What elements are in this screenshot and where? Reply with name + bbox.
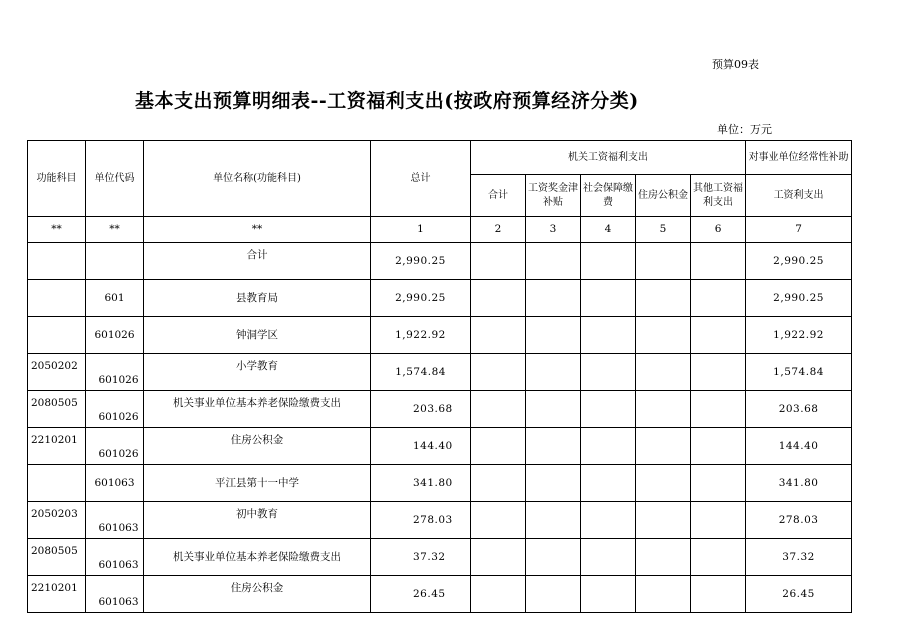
index-cell: **	[144, 217, 371, 243]
table-row	[28, 317, 852, 354]
empty-cell	[581, 280, 636, 317]
func-code-cell	[28, 243, 86, 280]
header-sub-total: 合计	[471, 175, 526, 217]
subsidy-cell: 1,574.84	[746, 354, 852, 391]
empty-cell	[526, 243, 581, 280]
unit-name-cell: 住房公积金	[144, 428, 371, 465]
header-func-code: 功能科目	[28, 141, 86, 217]
empty-cell	[526, 391, 581, 428]
subsidy-cell: 203.68	[746, 391, 852, 428]
total-cell: 203.68	[371, 391, 471, 428]
header-group-agency: 机关工资福利支出	[471, 141, 746, 175]
empty-cell	[691, 391, 746, 428]
unit-code-cell	[86, 243, 144, 280]
total-cell: 26.45	[371, 576, 471, 613]
index-cell: 7	[746, 217, 852, 243]
unit-name-cell: 初中教育	[144, 502, 371, 539]
total-cell: 341.80	[371, 465, 471, 502]
empty-cell	[581, 502, 636, 539]
index-cell: 6	[691, 217, 746, 243]
func-code-cell: 2210201	[28, 428, 86, 465]
empty-cell	[471, 465, 526, 502]
empty-cell	[691, 465, 746, 502]
empty-cell	[526, 539, 581, 576]
empty-cell	[471, 280, 526, 317]
unit-label: 单位：万元	[717, 123, 772, 136]
empty-cell	[471, 539, 526, 576]
empty-cell	[471, 317, 526, 354]
subsidy-cell: 278.03	[746, 502, 852, 539]
header-unit-name: 单位名称(功能科目)	[144, 141, 371, 217]
unit-code-cell: 601	[86, 280, 144, 317]
header-sub-other: 其他工资福利支出	[691, 175, 746, 217]
empty-cell	[526, 317, 581, 354]
empty-cell	[636, 502, 691, 539]
unit-code-cell: 601026	[86, 317, 144, 354]
empty-cell	[636, 280, 691, 317]
empty-cell	[581, 465, 636, 502]
empty-cell	[581, 243, 636, 280]
index-cell: 2	[471, 217, 526, 243]
subsidy-cell: 144.40	[746, 428, 852, 465]
index-cell: 1	[371, 217, 471, 243]
index-row	[28, 217, 852, 243]
empty-cell	[691, 539, 746, 576]
index-cell: 4	[581, 217, 636, 243]
unit-code-text: 601063	[98, 521, 139, 534]
empty-cell	[526, 428, 581, 465]
empty-cell	[526, 354, 581, 391]
total-cell: 1,574.84	[371, 354, 471, 391]
header-group-subsidy: 对事业单位经常性补助	[746, 141, 852, 175]
unit-name-cell: 机关事业单位基本养老保险缴费支出	[144, 539, 371, 576]
unit-code-text: 601063	[98, 558, 139, 571]
header-unit-code: 单位代码	[86, 141, 144, 217]
empty-cell	[471, 391, 526, 428]
subsidy-cell: 2,990.25	[746, 243, 852, 280]
index-cell: 3	[526, 217, 581, 243]
unit-code-cell	[86, 539, 144, 576]
empty-cell	[691, 243, 746, 280]
func-code-cell: 2050203	[28, 502, 86, 539]
table-row	[28, 280, 852, 317]
unit-name-cell: 钟洞学区	[144, 317, 371, 354]
total-cell: 37.32	[371, 539, 471, 576]
index-cell: 5	[636, 217, 691, 243]
unit-name-cell: 平江县第十一中学	[144, 465, 371, 502]
func-code-cell	[28, 280, 86, 317]
unit-code-cell	[86, 391, 144, 428]
table-row	[28, 391, 852, 428]
table-row	[28, 243, 852, 280]
empty-cell	[581, 576, 636, 613]
empty-cell	[581, 354, 636, 391]
budget-table	[27, 140, 852, 613]
empty-cell	[636, 576, 691, 613]
header-sub-subsidy-salary: 工资利支出	[746, 175, 852, 217]
unit-code-text: 601026	[98, 410, 139, 423]
table-row	[28, 539, 852, 576]
unit-name-cell: 小学教育	[144, 354, 371, 391]
empty-cell	[581, 428, 636, 465]
table-row	[28, 354, 852, 391]
unit-code-text: 601063	[98, 595, 139, 608]
index-cell: **	[86, 217, 144, 243]
empty-cell	[471, 354, 526, 391]
empty-cell	[471, 576, 526, 613]
unit-name-cell: 县教育局	[144, 280, 371, 317]
table-row	[28, 502, 852, 539]
func-code-cell: 2080505	[28, 391, 86, 428]
unit-code-cell: 601063	[86, 465, 144, 502]
subsidy-cell: 341.80	[746, 465, 852, 502]
func-code-cell: 2080505	[28, 539, 86, 576]
header-row-1	[28, 141, 852, 175]
empty-cell	[526, 280, 581, 317]
empty-cell	[471, 428, 526, 465]
unit-name-cell: 住房公积金	[144, 576, 371, 613]
unit-code-text: 601026	[98, 373, 139, 386]
empty-cell	[471, 243, 526, 280]
index-cell: **	[28, 217, 86, 243]
func-code-cell	[28, 317, 86, 354]
empty-cell	[636, 317, 691, 354]
empty-cell	[636, 465, 691, 502]
total-cell: 1,922.92	[371, 317, 471, 354]
total-cell: 2,990.25	[371, 280, 471, 317]
table-row	[28, 428, 852, 465]
empty-cell	[691, 354, 746, 391]
table-row	[28, 576, 852, 613]
unit-name-cell: 机关事业单位基本养老保险缴费支出	[144, 391, 371, 428]
table-row	[28, 465, 852, 502]
func-code-cell: 2210201	[28, 576, 86, 613]
empty-cell	[691, 576, 746, 613]
empty-cell	[691, 428, 746, 465]
func-code-cell: 2050202	[28, 354, 86, 391]
page-title: 基本支出预算明细表--工资福利支出(按政府预算经济分类)	[135, 90, 639, 112]
empty-cell	[526, 465, 581, 502]
header-sub-salary: 工资奖金津补贴	[526, 175, 581, 217]
form-number: 预算09表	[712, 58, 759, 71]
empty-cell	[471, 502, 526, 539]
empty-cell	[581, 317, 636, 354]
empty-cell	[526, 502, 581, 539]
unit-code-cell	[86, 502, 144, 539]
empty-cell	[691, 317, 746, 354]
empty-cell	[636, 428, 691, 465]
empty-cell	[526, 576, 581, 613]
empty-cell	[691, 502, 746, 539]
header-total: 总计	[371, 141, 471, 217]
unit-code-cell	[86, 428, 144, 465]
subsidy-cell: 1,922.92	[746, 317, 852, 354]
total-cell: 144.40	[371, 428, 471, 465]
total-cell: 2,990.25	[371, 243, 471, 280]
subsidy-cell: 2,990.25	[746, 280, 852, 317]
empty-cell	[636, 391, 691, 428]
header-sub-social: 社会保障缴费	[581, 175, 636, 217]
subsidy-cell: 26.45	[746, 576, 852, 613]
func-code-cell	[28, 465, 86, 502]
unit-code-cell	[86, 576, 144, 613]
unit-code-text: 601026	[98, 447, 139, 460]
empty-cell	[581, 391, 636, 428]
subsidy-cell: 37.32	[746, 539, 852, 576]
empty-cell	[581, 539, 636, 576]
empty-cell	[636, 243, 691, 280]
header-sub-housing: 住房公积金	[636, 175, 691, 217]
empty-cell	[636, 539, 691, 576]
unit-name-cell: 合计	[144, 243, 371, 280]
total-cell: 278.03	[371, 502, 471, 539]
empty-cell	[636, 354, 691, 391]
empty-cell	[691, 280, 746, 317]
unit-code-cell	[86, 354, 144, 391]
